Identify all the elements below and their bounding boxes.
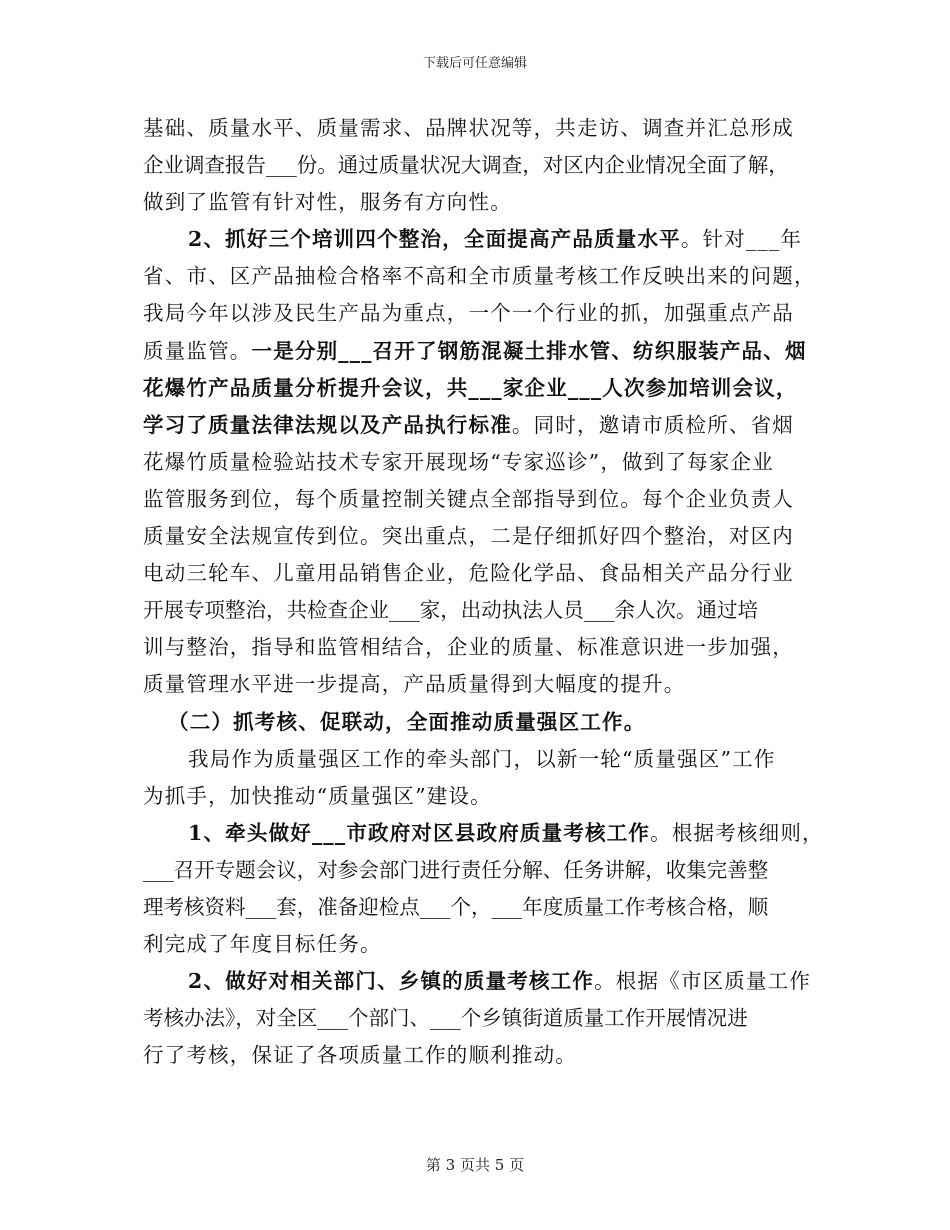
text-run: 花爆竹质量检验站技术专家开展现场“专家巡诊”，做到了每家企业 <box>143 449 774 474</box>
text-line <box>143 184 809 221</box>
text-run: ___召开专题会议，对参会部门进行责任分解、任务讲解，收集完善整 <box>143 857 769 882</box>
text-run: 质量监管。 <box>143 338 252 363</box>
text-line <box>143 778 809 815</box>
text-run: 。根据考核细则， <box>650 820 824 845</box>
text-line <box>143 518 809 555</box>
text-line <box>143 444 809 481</box>
text-line <box>143 370 809 407</box>
text-run: 企业调查报告___份。通过质量状况大调查，对区内企业情况全面了解， <box>143 153 789 178</box>
text-run: 利完成了年度目标任务。 <box>143 932 382 957</box>
text-line <box>143 666 809 703</box>
text-line <box>143 629 809 666</box>
text-run: 开展专项整治，共检查企业___家，出动执法人员___余人次。通过培 <box>143 598 758 623</box>
text-run: 电动三轮车、儿童用品销售企业，危险化学品、食品相关产品分行业 <box>143 561 794 586</box>
text-line <box>143 592 809 629</box>
text-line <box>143 815 824 852</box>
emphasis-text: 一是分别___召开了钢筋混凝土排水管、纺织服装产品、烟 <box>251 338 807 363</box>
text-run: 我局今年以涉及民生产品为重点，一个一个行业的抓，加强重点产品 <box>143 301 794 326</box>
text-line <box>143 889 809 926</box>
emphasis-text: 花爆竹产品质量分析提升会议，共___家企业___人次参加培训会议， <box>143 375 798 400</box>
text-run: 。根据《市区质量工作 <box>594 969 812 994</box>
text-run: 训与整治，指导和监管相结合，企业的质量、标准意识进一步加强， <box>143 635 794 660</box>
text-run: 理考核资料___套，准备迎检点___个，___年度质量工作考核合格，顺 <box>143 894 769 919</box>
text-run: 省、市、区产品抽检合格率不高和全市质量考核工作反映出来的问题， <box>143 264 816 289</box>
text-line <box>143 852 809 889</box>
text-run: 基础、质量水平、质量需求、品牌状况等，共走访、调查并汇总形成 <box>143 116 794 140</box>
text-run: 质量管理水平进一步提高，产品质量得到大幅度的提升。 <box>143 672 686 697</box>
text-line <box>143 147 809 184</box>
text-run: 监管服务到位，每个质量控制关键点全部指导到位。每个企业负责人 <box>143 486 794 511</box>
text-run: 。同时，邀请市质检所、省烟 <box>511 412 795 437</box>
text-run: 为抓手，加快推动“质量强区”建设。 <box>143 783 492 808</box>
text-line <box>143 926 809 963</box>
page-header: 下载后可任意编辑 <box>422 56 527 71</box>
text-line <box>143 407 809 444</box>
text-run: 行了考核，保证了各项质量工作的顺利推动。 <box>143 1043 577 1068</box>
text-line <box>143 221 809 258</box>
text-line <box>143 1037 809 1074</box>
text-line <box>143 110 809 147</box>
text-line <box>143 555 809 592</box>
text-run: 考核办法》，对全区___个部门、___个乡镇街道质量工作开展情况进 <box>143 1006 748 1031</box>
section-heading: （二）抓考核、促联动，全面推动质量强区工作。 <box>168 709 646 734</box>
section-heading: 2、做好对相关部门、乡镇的质量考核工作 <box>188 969 595 994</box>
text-line <box>143 295 809 332</box>
text-line <box>143 704 809 741</box>
page-footer: 第 3 页共 5 页 <box>425 1156 525 1174</box>
text-line <box>143 963 812 1000</box>
text-run: 做到了监管有针对性，服务有方向性。 <box>143 190 512 215</box>
text-run: 我局作为质量强区工作的牵头部门，以新一轮“质量强区”工作 <box>188 746 776 771</box>
text-line <box>143 1000 809 1037</box>
text-run: 。针对___年 <box>680 227 803 252</box>
text-line <box>143 481 809 518</box>
text-line <box>143 258 816 295</box>
text-line <box>143 741 809 778</box>
section-heading: 2、抓好三个培训四个整治，全面提高产品质量水平 <box>188 227 681 252</box>
document-body <box>143 110 824 1074</box>
emphasis-text: 学习了质量法律法规以及产品执行标准 <box>143 412 512 437</box>
text-line <box>143 333 809 370</box>
text-run: 质量安全法规宣传到位。突出重点，二是仔细抓好四个整治，对区内 <box>143 524 794 549</box>
section-heading: 1、牵头做好___市政府对区县政府质量考核工作 <box>188 820 651 845</box>
